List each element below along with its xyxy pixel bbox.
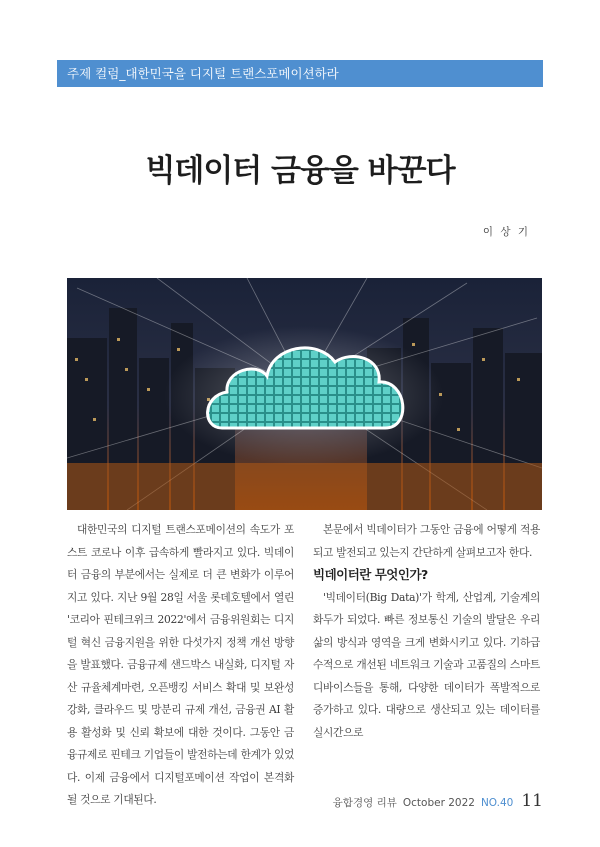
section-label: 주제 컬럼_대한민국을 디지털 트랜스포메이션하라 <box>67 66 339 81</box>
magazine-name: 융합경영 리뷰 <box>332 797 397 809</box>
author-name: 이 상 기 <box>482 226 530 238</box>
body-paragraph: '빅데이터(Big Data)'가 학계, 산업계, 기술계의 화두가 되었다. 빠른 정보통신 기술의 발달은 우리 삶의 방식과 영역을 크게 변화시키고 있다. 기하급수적으로 개선된 네트워크 기술과 고품질의 스마트 디바이스들을 통해, 다양한 데이터가 폭발적으로 증가하고 있다. 대량으로 생산되고 있는 데이터를 실시간으로 <box>313 590 540 739</box>
page-number: 11 <box>521 791 543 811</box>
section-header-bar <box>57 60 543 87</box>
body-paragraph: 대한민국의 디지털 트랜스포메이션의 속도가 포스트 코로나 이후 급속하게 빨라지고 있다. 빅데이터 금융의 부분에서는 실제로 더 큰 변화가 이루어지고 있다. 지난 9월 28일 서울 롯데호텔에서 열린 '코리아 핀테크위크 2022'에서 금융위원회는 디지털 혁신 금융지원을 위한 다섯가지 정책 개선 방향을 발표했다. 금융규제 샌드박스 내실화, 디지털 자산 규율체계마련, 오픈뱅킹 서비스 확대 및 보완성 강화, 클라우드 및 망분리 규제 개선, 금융권 AI 활용 활성화 및 신뢰 확보에 대한 것이다. 그동안 금융규제로 핀테크 기업들이 발전하는데 한계가 있었다. 이제 금융에서 디지털포메이션 작업이 본격화될 것으로 기대된다. <box>67 523 294 806</box>
section-subheading: 빅데이터란 무엇인가? <box>313 567 428 582</box>
body-paragraph: 본문에서 빅데이터가 그동안 금융에 어떻게 적용되고 발전되고 있는지 간단하게 살펴보고자 한다. <box>313 523 540 559</box>
right-column <box>313 519 540 744</box>
article-photo <box>67 278 542 510</box>
left-column <box>67 519 294 812</box>
article-title: 빅데이터 금융을 바꾼다 <box>145 153 455 189</box>
page-footer <box>333 791 543 811</box>
cloud-over-city-night-icon <box>67 278 542 510</box>
issue-number: NO.40 <box>480 797 514 809</box>
issue-date: October 2022 <box>402 797 475 809</box>
